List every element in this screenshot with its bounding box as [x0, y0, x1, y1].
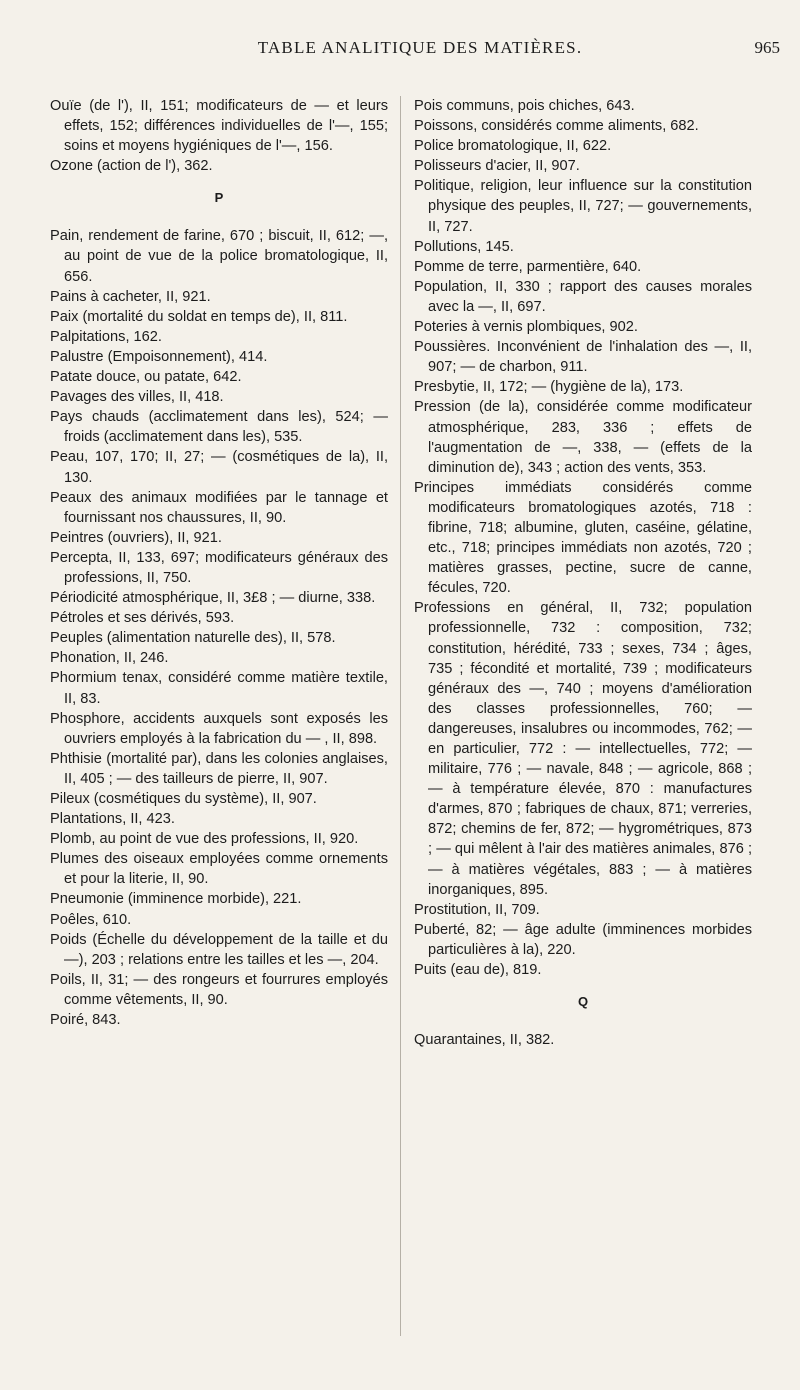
index-entry: Puberté, 82; — âge adulte (imminences morbides particulières à la), 220.: [414, 921, 752, 958]
index-entry: Pois communs, pois chiches, 643.: [414, 98, 635, 114]
index-entry: Peau, 107, 170; II, 27; — (cosmétiques de la), II, 130.: [50, 449, 388, 486]
index-entry: Phosphore, accidents auxquels sont exposés les ouvriers employés à la fabrication du — , II, 898.: [50, 710, 388, 747]
index-entry: Poiré, 843.: [50, 1012, 121, 1029]
index-entry: Puits (eau de), 819.: [414, 962, 542, 979]
index-entry: Pain, rendement de farine, 670 ; biscuit, II, 612; —, au point de vue de la police bromatologique, II, 656.: [50, 228, 388, 285]
index-entry: Principes immédiats considérés comme modificateurs bromatologiques azotés, 718 : fibrine, 718; albumine, gluten, caséine, gélatine, etc., 718; principes immédiats non azotés, 720 ; matières grasses, pectine, sucre de canne, fécules, 720.: [414, 479, 752, 597]
index-entry: Poêles, 610.: [50, 911, 132, 928]
section-letter-q: Q: [577, 994, 589, 1010]
page-number: 965: [754, 38, 780, 57]
index-entry: Phonation, II, 246.: [50, 650, 169, 667]
index-entry: Phormium tenax, considéré comme matière textile, II, 83.: [50, 670, 388, 707]
index-entry: Plantations, II, 423.: [50, 811, 175, 828]
index-section-p: [50, 226, 388, 1030]
index-entry: Poids (Échelle du développement de la taille et du —), 203 ; relations entre les tailles et les —, 204.: [50, 931, 388, 968]
left-column: [50, 96, 388, 1030]
index-entry: Pollutions, 145.: [414, 238, 514, 255]
index-entry: Professions en général, II, 732; population professionnelle, 732 : composition, 732; constitution, hérédité, 733 ; sexes, 734 ; âges, 735 ; fécondité et mortalité, 739 ; modificateurs généraux des —, 740 ; moyens d'amélioration des classes professionnelles, 760; — dangereuses, insalubres ou incommodes, 762; — en particulier, 772 : — intellectuelles, 772; — militaire, 776 ; — navale, 848 ; — agricole, 868 ; — à température élevée, 870 : manufactures d'armes, 870 ; fabriques de chaux, 871; verreries, 872; chemins de fer, 872; — hygrométriques, 873 ; — qui mêlent à l'air des matières animales, 876 ; — à matières végétales, 883 ; — à matières inorganiques, 895.: [414, 600, 752, 898]
index-entry: Plumes des oiseaux employées comme ornements et pour la literie, II, 90.: [50, 851, 388, 888]
section-letter-p: P: [214, 190, 224, 206]
index-entry: Paix (mortalité du soldat en temps de), II, 811.: [50, 308, 348, 325]
index-entry: Peuples (alimentation naturelle des), II, 578.: [50, 630, 336, 647]
index-entry: Polisseurs d'acier, II, 907.: [414, 158, 580, 175]
index-entry: Pains à cacheter, II, 921.: [50, 288, 211, 305]
right-column: [414, 96, 752, 1050]
index-entry: Périodicité atmosphérique, II, 3£8 ; — diurne, 338.: [50, 590, 376, 607]
index-entry: Peaux des animaux modifiées par le tannage et fournissant nos chaussures, II, 90.: [50, 489, 388, 526]
index-entry: Patate douce, ou patate, 642.: [50, 369, 242, 386]
index-entry: Palustre (Empoisonnement), 414.: [50, 348, 268, 365]
index-entry: Prostitution, II, 709.: [414, 901, 540, 918]
index-entry: Peintres (ouvriers), II, 921.: [50, 529, 222, 546]
index-entry: Pression (de la), considérée comme modificateur atmosphérique, 283, 336 ; effets de l'augmentation de —, 338, — (effets de la diminution de), 343 ; action des vents, 353.: [414, 399, 752, 476]
page-title: TABLE ANALITIQUE DES MATIÈRES.: [257, 38, 583, 57]
index-entry: Population, II, 330 ; rapport des causes morales avec la —, II, 697.: [414, 278, 752, 315]
index-entry: Poils, II, 31; — des rongeurs et fourrures employés comme vêtements, II, 90.: [50, 971, 388, 1008]
index-entry: Pneumonie (imminence morbide), 221.: [50, 891, 302, 908]
index-entry: Ouïe (de l'), II, 151; modificateurs de — et leurs effets, 152; différences individuelles de l'—, 155; soins et moyens hygiéniques de l'—, 156.: [50, 98, 388, 155]
index-entry: Pileux (cosmétiques du système), II, 907.: [50, 791, 317, 807]
index-entry: Phthisie (mortalité par), dans les colonies anglaises, II, 405 ; — des tailleurs de pierre, II, 907.: [50, 750, 388, 787]
index-section-q: [414, 1030, 752, 1050]
index-entry: Poussières. Inconvénient de l'inhalation des —, II, 907; — de charbon, 911.: [414, 339, 752, 376]
index-entry: Plomb, au point de vue des professions, II, 920.: [50, 831, 359, 848]
running-header: [60, 38, 780, 66]
index-entry: Pomme de terre, parmentière, 640.: [414, 258, 642, 275]
index-entry: Police bromatologique, II, 622.: [414, 138, 612, 155]
index-entry: Politique, religion, leur influence sur la constitution physique des peuples, II, 727; — gouvernements, II, 727.: [414, 178, 752, 235]
index-entry: Ozone (action de l'), 362.: [50, 158, 213, 175]
index-entry: Poteries à vernis plombiques, 902.: [414, 319, 638, 336]
index-section-p-continued: [414, 96, 752, 980]
index-entry: Presbytie, II, 172; — (hygiène de la), 173.: [414, 379, 684, 396]
index-entry: Quarantaines, II, 382.: [414, 1032, 555, 1049]
index-entry: Pétroles et ses dérivés, 593.: [50, 610, 235, 627]
index-entry: Poissons, considérés comme aliments, 682.: [414, 118, 699, 135]
index-section-o: [50, 96, 388, 176]
index-entry: Palpitations, 162.: [50, 328, 162, 345]
column-divider: [400, 96, 401, 1336]
index-entry: Pavages des villes, II, 418.: [50, 389, 224, 406]
index-entry: Percepta, II, 133, 697; modificateurs généraux des professions, II, 750.: [50, 549, 388, 586]
index-entry: Pays chauds (acclimatement dans les), 524; — froids (acclimatement dans les), 535.: [50, 409, 388, 446]
